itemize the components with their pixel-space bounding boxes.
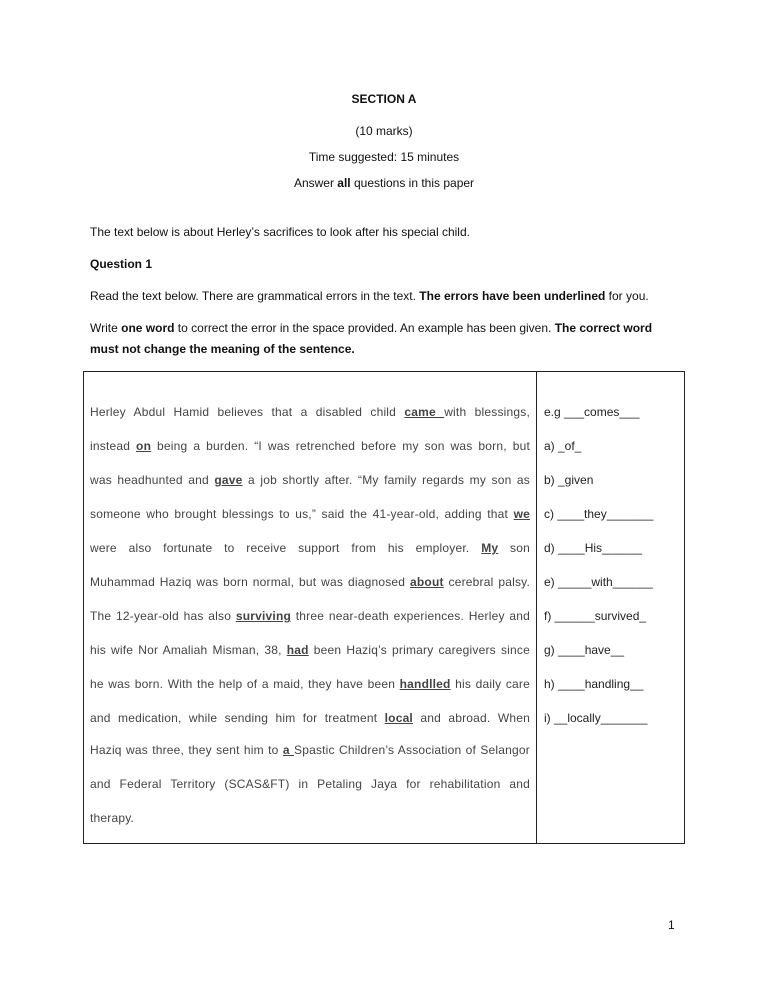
error-word: we [513,507,530,521]
instruction-2-bold1: one word [121,321,175,335]
error-word: gave [214,473,243,487]
instruction-2-pre: Write [90,321,122,335]
passage-line: instead on being a burden. “I was retrenched before my son was born, but [90,439,530,453]
passage-line: were also fortunate to receive support from his employer. My son [90,541,530,555]
error-word: came [404,405,445,419]
answer-example: e.g ___comes___ [544,405,640,419]
table-divider [536,371,537,844]
answer-b: b) _given [544,473,594,487]
instruction-1-pre: Read the text below. There are grammatical errors in the text. [90,289,420,303]
error-word: on [136,439,152,453]
answer-bold: all [337,176,351,190]
instruction-1-bold: The errors have been underlined [419,289,606,303]
instruction-2 [90,318,680,360]
passage-line: The 12-year-old has also surviving three near-death experiences. Herley and [90,609,530,623]
answer-c: c) ____they_______ [544,507,654,521]
answer-pre: Answer [293,176,338,190]
error-word: local [384,711,413,725]
intro-text: The text below is about Herley’s sacrifices to look after his special child. [90,225,470,239]
page-number: 1 [668,918,675,932]
answer-g: g) ____have__ [544,643,625,657]
answer-e: e) _____with______ [544,575,653,589]
passage-line: Haziq was three, they sent him to a Spastic Children’s Association of Selangor [90,743,530,757]
answer-f: f) ______survived_ [544,609,647,623]
answer-post: questions in this paper [350,176,475,190]
answer-d: d) ____His______ [544,541,643,555]
error-word: My [481,541,499,555]
error-word: handlled [399,677,451,691]
passage-line: and medication, while sending him for treatment local and abroad. When [90,711,530,725]
passage-line: his wife Nor Amaliah Misman, 38, had been Haziq’s primary caregivers since [90,643,530,657]
passage-line: Muhammad Haziq was born normal, but was diagnosed about cerebral palsy. [90,575,530,589]
passage-line: Herley Abdul Hamid believes that a disabled child came with blessings, [90,405,530,419]
error-word: had [286,643,309,657]
time-suggested: Time suggested: 15 minutes [308,150,460,164]
error-word: about [410,575,444,589]
answer-instruction [0,176,768,190]
question-title: Question 1 [90,257,153,271]
passage-line: and Federal Territory (SCAS&FT) in Petaling Jaya for rehabilitation and [90,777,530,791]
instruction-2-bold2: The correct word must not change the meaning of the sentence. [90,321,653,356]
error-word: surviving [235,609,292,623]
passage-line: therapy. [90,811,135,825]
answer-a: a) _of_ [544,439,582,453]
passage-line: he was born. With the help of a maid, they have been handlled his daily care [90,677,530,691]
instruction-2-mid: to correct the error in the space provided. An example has been given. [174,321,555,335]
passage-line: was headhunted and gave a job shortly after. “My family regards my son as [90,473,530,487]
passage-line: someone who brought blessings to us,” said the 41-year-old, adding that we [90,507,530,521]
error-word: a [282,743,294,757]
answer-h: h) ____handling__ [544,677,644,691]
answer-i: i) __locally_______ [544,711,648,725]
marks-label: (10 marks) [355,124,413,138]
section-title: SECTION A [351,92,417,106]
instruction-1 [90,289,649,303]
instruction-1-post: for you. [605,289,649,303]
